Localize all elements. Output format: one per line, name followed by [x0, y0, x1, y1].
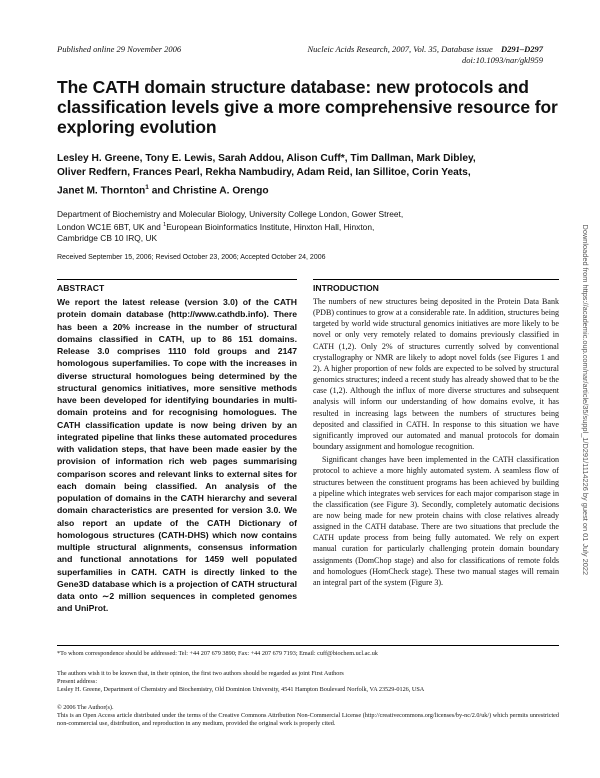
- affiliation-ebi: European Bioinformatics Institute, Hinxton Hall, Hinxton,: [166, 222, 375, 233]
- download-side-text: Downloaded from https://academic.oup.com/nar/article/35/suppl_1/D291/1114226 by guest on 01 July 2022: [581, 224, 590, 576]
- affiliation-line-3: Cambridge CB 10 IRQ, UK: [57, 233, 158, 244]
- author-orengo: and Christine A. Orengo: [148, 184, 269, 196]
- affiliation: [57, 209, 527, 245]
- intro-paragraph-1: The numbers of new structures being deposited in the Protein Data Bank (PDB) continues to grow at a considerable rate. In addition, structures being targeted by world wide structural genomics initiatives are more likely to be novel or only very remotely related to domains previously classified in CATH (1,2). Only 2% of structures currently solved by conventional crystallography or NMR are likely to adopt novel folds (see Figures 1 and 2). A higher proportion of new folds are expected to be solved by structural genomics structures; indeed a recent study has already showed that to be the case (1,2). Although the influx of more diverse structures and subsequent analysis will inform our understanding of how domains evolve, it has resulted in increasing lags between the numbers of structures being deposited and classified in CATH. In response to this situation we have significantly improved our automated and manual protocols for domain boundary assignment and homologue recognition.: [313, 297, 559, 452]
- affiliation-line-1: Department of Biochemistry and Molecular Biology, University College London, Gower Street,: [57, 209, 404, 219]
- footnote-present-address: Lesley H. Greene, Department of Chemistry and Biochemistry, Old Dominion University, 4541 Hampton Boulevard Norfolk, VA 23529-0126, USA: [57, 686, 425, 693]
- page-range: D291–D297: [500, 44, 543, 54]
- copyright: © 2006 The Author(s).: [57, 704, 114, 711]
- author-line-3: [57, 181, 572, 199]
- author-superscript: 1: [145, 183, 149, 191]
- footnote-rule: [57, 645, 559, 646]
- introduction-heading: INTRODUCTION: [313, 283, 379, 293]
- author-thornton: Janet M. Thornton: [57, 184, 146, 196]
- received-dates: Received September 15, 2006; Revised October 23, 2006; Accepted October 24, 2006: [57, 254, 326, 261]
- author-line-1: Lesley H. Greene, Tony E. Lewis, Sarah Addou, Alison Cuff*, Tim Dallman, Mark Dibley,: [57, 153, 476, 164]
- intro-rule: [313, 279, 559, 280]
- published-date: Published online 29 November 2006: [57, 44, 182, 54]
- author-list: [57, 152, 572, 198]
- affiliation-ucl: London WC1E 6BT, UK and: [57, 222, 164, 233]
- affiliation-line-2: [57, 220, 527, 233]
- doi: doi:10.1093/nar/gkl959: [462, 55, 543, 65]
- abstract-text: We report the latest release (version 3.0) of the CATH protein domain database (http://www.cathdb.info). There has been a 20% increase in the number of structural domains classified in CATH, up to 86 151 domains. Release 3.0 comprises 1110 fold groups and 2147 homologous superfamilies. To cope with the increases in diverse structural homologues being determined by the structural genomics initiatives, more sensitive methods have been developed for identifying boundaries in multi-domain proteins and for recognising homologues. The CATH classification update is now being driven by an integrated pipeline that links these automated procedures with validation steps, that have been made easier by the provision of information rich web pages summarising comparison scores and relevant links to external sites for each domain being classified. An analysis of the population of domains in the CATH hierarchy and several domain characteristics are presented for version 3.0. We also report an update of the CATH Dictionary of homologous structures (CATH-DHS) which now contains multiple structural alignments, consensus information and functional annotations for 1459 well populated superfamilies in CATH. CATH is directly linked to the Gene3D database which is a projection of CATH structural data onto ∼2 million sequences in completed genomes and UniProt.: [57, 297, 297, 614]
- footnote-present-label: Present address:: [57, 678, 98, 685]
- journal-name: Nucleic Acids Research, 2007, Vol. 35, Database issue: [307, 44, 493, 54]
- abstract-heading: ABSTRACT: [57, 283, 105, 293]
- journal-citation: [308, 44, 543, 54]
- footnote-joint-authors: The authors wish it to be known that, in their opinion, the first two authors should be regarded as joint First Authors: [57, 670, 344, 677]
- footnote-correspondence: *To whom correspondence should be addressed: Tel: +44 207 679 3890; Fax: +44 207 679 7193; Email: cuff@biochem.ucl.ac.uk: [57, 650, 378, 657]
- intro-paragraph-2: Significant changes have been implemented in the CATH classification protocol to achieve a more highly automated system. A seamless flow of structures between the constituent programs has been achieved by building a pipeline which integrates web services for each major comparison stage in the classification (see Figure 3). Secondly, completely automatic decisions are now being made for new protein chains with close relatives already assigned in the CATH database. There are two situations that preclude the CATH update process from being fully automated. We rely on expert manual curation for particularly challenging protein domain boundary assignments (DomChop stage) and also for classifications of remote folds and homologues (HomCheck stage). These two manual stages will remain an integral part of the system (Figure 3).: [313, 455, 559, 587]
- paper-title: The CATH domain structure database: new protocols and classification levels give a more comprehensive resource for exploring evolution: [57, 77, 558, 137]
- license-text: This is an Open Access article distributed under the terms of the Creative Commons Attribution Non-Commercial License (http://creativecommons.org/licenses/by-nc/2.0/uk/) which permits unrestricted non-commercial use, distribution, and reproduction in any medium, provided the original work is properly cited.: [57, 712, 559, 728]
- author-line-2: Oliver Redfern, Frances Pearl, Rekha Nambudiry, Adam Reid, Ian Sillitoe, Corin Yeats,: [57, 167, 471, 179]
- affiliation-superscript: 1: [163, 222, 167, 229]
- abstract-rule: [57, 279, 297, 280]
- introduction-body: [313, 296, 559, 588]
